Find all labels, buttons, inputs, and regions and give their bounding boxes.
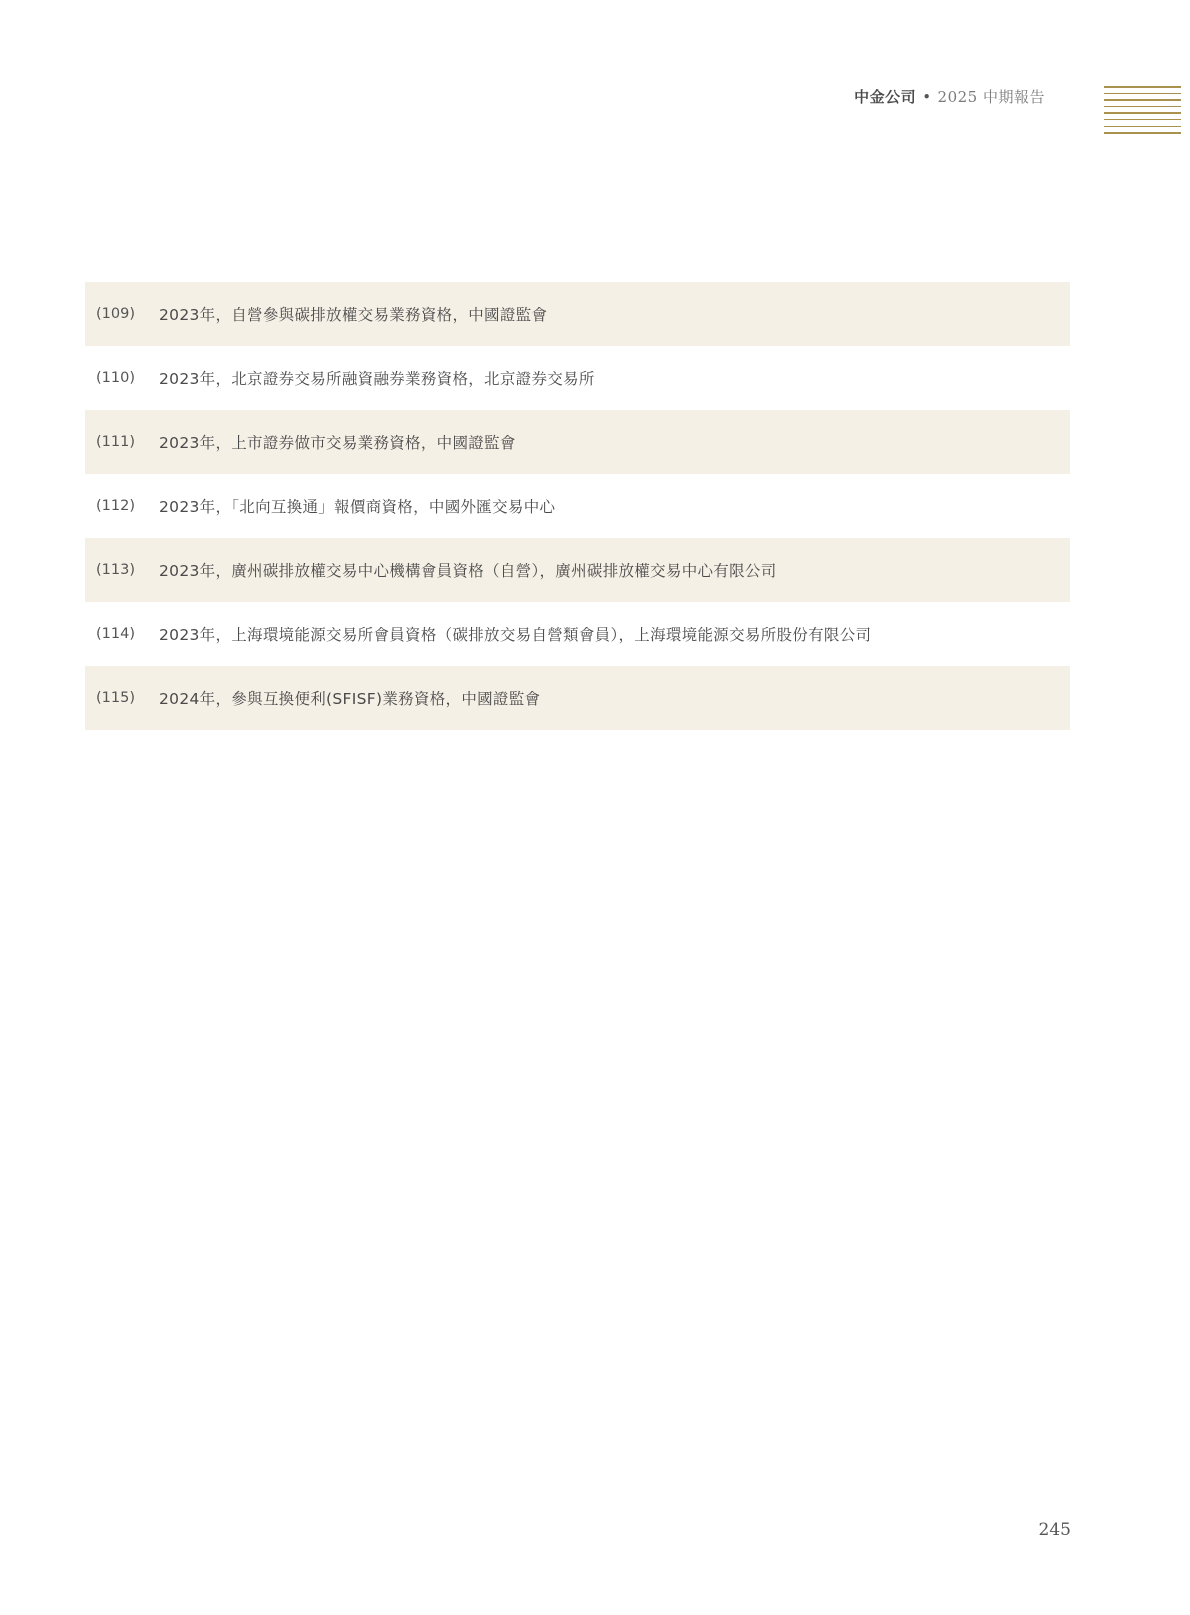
item-text: 2023年，上海環境能源交易所會員資格（碳排放交易自營類會員），上海環境能源交易所股份有限公司 bbox=[159, 626, 872, 644]
list-item bbox=[85, 666, 1070, 730]
item-text: 2024年，參與互換便利(SFISF)業務資格，中國證監會 bbox=[159, 690, 541, 708]
item-number: (110) bbox=[96, 370, 135, 386]
page-header bbox=[854, 86, 1045, 107]
header-report-title: 2025 中期報告 bbox=[937, 88, 1045, 106]
header-decorative-lines bbox=[1104, 86, 1181, 134]
header-separator: • bbox=[922, 88, 932, 106]
list-item bbox=[85, 410, 1070, 474]
item-number: (115) bbox=[96, 690, 135, 706]
item-text: 2023年，北京證券交易所融資融券業務資格，北京證券交易所 bbox=[159, 370, 595, 388]
item-text: 2023年，上市證券做市交易業務資格，中國證監會 bbox=[159, 434, 516, 452]
list-item bbox=[85, 474, 1070, 538]
header-company: 中金公司 bbox=[854, 88, 917, 106]
item-text: 2023年，「北向互換通」報價商資格，中國外匯交易中心 bbox=[159, 498, 556, 516]
item-number: (114) bbox=[96, 626, 135, 642]
item-text: 2023年，自營參與碳排放權交易業務資格，中國證監會 bbox=[159, 306, 548, 324]
item-number: (112) bbox=[96, 498, 135, 514]
list-item bbox=[85, 538, 1070, 602]
item-number: (109) bbox=[96, 306, 135, 322]
item-number: (111) bbox=[96, 434, 135, 450]
list-item bbox=[85, 346, 1070, 410]
item-text: 2023年，廣州碳排放權交易中心機構會員資格（自營），廣州碳排放權交易中心有限公司 bbox=[159, 562, 777, 580]
qualification-list bbox=[85, 282, 1070, 730]
list-item bbox=[85, 282, 1070, 346]
item-number: (113) bbox=[96, 562, 135, 578]
list-item bbox=[85, 602, 1070, 666]
page-number: 245 bbox=[1038, 1520, 1071, 1540]
